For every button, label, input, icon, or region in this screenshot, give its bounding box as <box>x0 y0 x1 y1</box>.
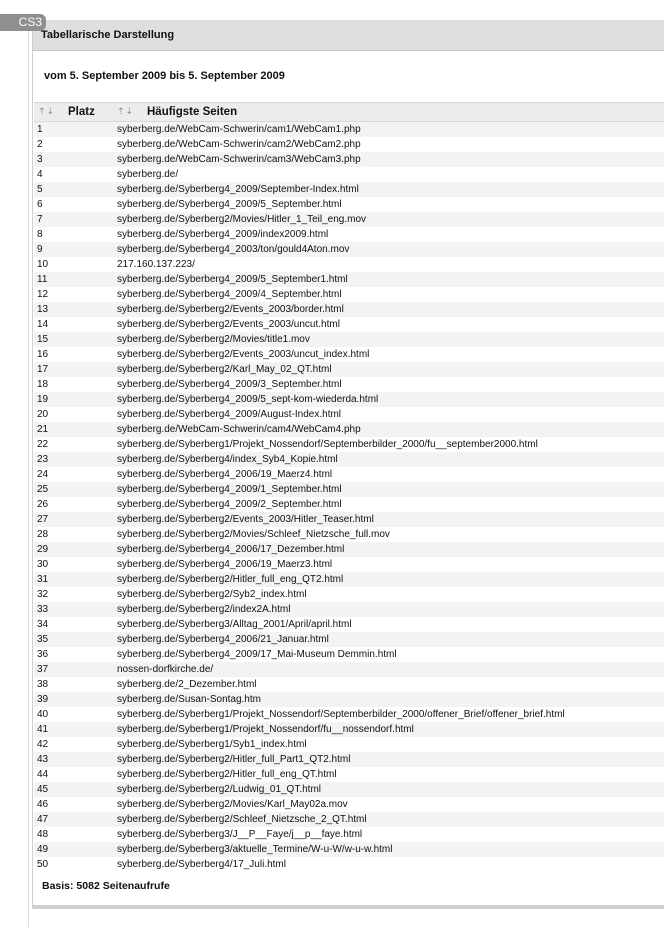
page-url-cell: syberberg.de/Syberberg2/Movies/Schleef_Nietzsche_full.mov <box>117 527 664 542</box>
table-row <box>34 557 664 572</box>
page-url-cell: syberberg.de/Syberberg3/Alltag_2001/April/april.html <box>117 617 664 632</box>
rank-cell: 7 <box>34 212 117 227</box>
rank-cell: 25 <box>34 482 117 497</box>
table-row <box>34 797 664 812</box>
page-url-cell: syberberg.de/Syberberg1/Projekt_Nossendorf/Septemberbilder_2000/fu__september2000.html <box>117 437 664 452</box>
cs3-tab[interactable]: CS3 <box>0 14 46 31</box>
page-url-cell: syberberg.de/Syberberg2/Events_2003/uncut.html <box>117 317 664 332</box>
sort-arrows-icon[interactable]: ⇡⇣ <box>38 106 56 117</box>
table-row <box>34 167 664 182</box>
page-url-cell: syberberg.de/Syberberg4_2009/5_September.html <box>117 197 664 212</box>
page-url-cell: syberberg.de/Syberberg4_2006/17_Dezember.html <box>117 542 664 557</box>
table-row <box>34 527 664 542</box>
page-url-cell: syberberg.de/Syberberg4_2009/3_September.html <box>117 377 664 392</box>
table-row <box>34 272 664 287</box>
rank-cell: 34 <box>34 617 117 632</box>
rank-cell: 47 <box>34 812 117 827</box>
page-url-cell: syberberg.de/Syberberg2/Movies/Hitler_1_Teil_eng.mov <box>117 212 664 227</box>
table-row <box>34 857 664 872</box>
page-url-cell: syberberg.de/WebCam-Schwerin/cam1/WebCam1.php <box>117 122 664 138</box>
column-header-pages-label: Häufigste Seiten <box>147 105 238 118</box>
page-url-cell: syberberg.de/Syberberg1/Projekt_Nossendorf/Septemberbilder_2000/offener_Brief/offener_brief.html <box>117 707 664 722</box>
sort-arrows-icon[interactable]: ⇡⇣ <box>117 106 135 117</box>
page-url-cell: syberberg.de/Syberberg4_2006/19_Maerz3.html <box>117 557 664 572</box>
page-url-cell: syberberg.de/Syberberg2/Hitler_full_eng_QT2.html <box>117 572 664 587</box>
table-row <box>34 437 664 452</box>
rank-cell: 15 <box>34 332 117 347</box>
page-url-cell: syberberg.de/Syberberg2/Movies/Karl_May02a.mov <box>117 797 664 812</box>
statistics-panel <box>32 20 664 908</box>
table-row <box>34 752 664 767</box>
rank-cell: 18 <box>34 377 117 392</box>
rank-cell: 5 <box>34 182 117 197</box>
table-row <box>34 842 664 857</box>
rank-cell: 46 <box>34 797 117 812</box>
table-row <box>34 647 664 662</box>
page-url-cell: syberberg.de/Syberberg4_2006/19_Maerz4.html <box>117 467 664 482</box>
table-row <box>34 332 664 347</box>
panel-title: Tabellarische Darstellung <box>33 20 664 51</box>
page-url-cell: syberberg.de/Syberberg3/aktuelle_Termine/W-u-W/w-u-w.html <box>117 842 664 857</box>
rank-cell: 37 <box>34 662 117 677</box>
table-row <box>34 617 664 632</box>
page-url-cell: syberberg.de/Syberberg2/Schleef_Nietzsche_2_QT.html <box>117 812 664 827</box>
rank-cell: 12 <box>34 287 117 302</box>
table-row <box>34 257 664 272</box>
table-row <box>34 137 664 152</box>
page-url-cell: syberberg.de/Syberberg2/Ludwig_01_QT.html <box>117 782 664 797</box>
page-url-cell: syberberg.de/Syberberg2/Karl_May_02_QT.html <box>117 362 664 377</box>
rank-cell: 32 <box>34 587 117 602</box>
table-row <box>34 227 664 242</box>
table-row <box>34 212 664 227</box>
rank-cell: 44 <box>34 767 117 782</box>
rank-cell: 48 <box>34 827 117 842</box>
rank-cell: 19 <box>34 392 117 407</box>
table-row <box>34 737 664 752</box>
page-url-cell: syberberg.de/Syberberg3/J__P__Faye/j__p__faye.html <box>117 827 664 842</box>
table-row <box>34 632 664 647</box>
page-url-cell: syberberg.de/Syberberg2/Events_2003/Hitler_Teaser.html <box>117 512 664 527</box>
rank-cell: 49 <box>34 842 117 857</box>
page-url-cell: syberberg.de/WebCam-Schwerin/cam4/WebCam4.php <box>117 422 664 437</box>
table-row <box>34 392 664 407</box>
rank-cell: 45 <box>34 782 117 797</box>
table-row <box>34 707 664 722</box>
table-row <box>34 362 664 377</box>
table-header-row <box>34 103 664 122</box>
page-url-cell: syberberg.de/Syberberg4_2009/August-Index.html <box>117 407 664 422</box>
rank-cell: 40 <box>34 707 117 722</box>
page-url-cell: syberberg.de/ <box>117 167 664 182</box>
page-url-cell: syberberg.de/Syberberg4_2009/5_sept-kom-wiederda.html <box>117 392 664 407</box>
top-pages-table <box>34 102 664 872</box>
rank-cell: 4 <box>34 167 117 182</box>
page-url-cell: syberberg.de/Susan-Sontag.htm <box>117 692 664 707</box>
table-row <box>34 407 664 422</box>
table-row <box>34 782 664 797</box>
rank-cell: 28 <box>34 527 117 542</box>
table-row <box>34 722 664 737</box>
page-url-cell: syberberg.de/Syberberg4_2009/2_September.html <box>117 497 664 512</box>
page-url-cell: syberberg.de/WebCam-Schwerin/cam3/WebCam3.php <box>117 152 664 167</box>
bottom-divider <box>32 905 664 909</box>
table-row <box>34 662 664 677</box>
page-url-cell: syberberg.de/Syberberg2/Events_2003/border.html <box>117 302 664 317</box>
rank-cell: 27 <box>34 512 117 527</box>
table-row <box>34 767 664 782</box>
page-url-cell: 217.160.137.223/ <box>117 257 664 272</box>
rank-cell: 30 <box>34 557 117 572</box>
rank-cell: 21 <box>34 422 117 437</box>
rank-cell: 2 <box>34 137 117 152</box>
table-row <box>34 422 664 437</box>
table-row <box>34 317 664 332</box>
rank-cell: 35 <box>34 632 117 647</box>
page-url-cell: syberberg.de/Syberberg1/Syb1_index.html <box>117 737 664 752</box>
table-row <box>34 152 664 167</box>
page-url-cell: syberberg.de/Syberberg2/Hitler_full_Part1_QT2.html <box>117 752 664 767</box>
table-row <box>34 812 664 827</box>
page-url-cell: syberberg.de/Syberberg4/17_Juli.html <box>117 857 664 872</box>
rank-cell: 39 <box>34 692 117 707</box>
table-row <box>34 587 664 602</box>
table-row <box>34 302 664 317</box>
table-row <box>34 347 664 362</box>
page-url-cell: syberberg.de/Syberberg2/Syb2_index.html <box>117 587 664 602</box>
table-row <box>34 377 664 392</box>
page-url-cell: syberberg.de/WebCam-Schwerin/cam2/WebCam2.php <box>117 137 664 152</box>
table-row <box>34 602 664 617</box>
page-url-cell: syberberg.de/Syberberg4_2009/1_September.html <box>117 482 664 497</box>
rank-cell: 23 <box>34 452 117 467</box>
table-row <box>34 467 664 482</box>
rank-cell: 20 <box>34 407 117 422</box>
page-url-cell: nossen-dorfkirche.de/ <box>117 662 664 677</box>
rank-cell: 3 <box>34 152 117 167</box>
rank-cell: 13 <box>34 302 117 317</box>
rank-cell: 24 <box>34 467 117 482</box>
table-row <box>34 542 664 557</box>
table-row <box>34 452 664 467</box>
table-row <box>34 512 664 527</box>
rank-cell: 42 <box>34 737 117 752</box>
rank-cell: 17 <box>34 362 117 377</box>
page-url-cell: syberberg.de/Syberberg2/index2A.html <box>117 602 664 617</box>
column-header-rank-label: Platz <box>68 105 95 118</box>
rank-cell: 36 <box>34 647 117 662</box>
rank-cell: 9 <box>34 242 117 257</box>
page-url-cell: syberberg.de/2_Dezember.html <box>117 677 664 692</box>
table-row <box>34 677 664 692</box>
page-url-cell: syberberg.de/Syberberg2/Events_2003/uncut_index.html <box>117 347 664 362</box>
rank-cell: 29 <box>34 542 117 557</box>
rank-cell: 10 <box>34 257 117 272</box>
table-row <box>34 692 664 707</box>
table-body <box>34 122 664 873</box>
page-url-cell: syberberg.de/Syberberg4_2009/September-Index.html <box>117 182 664 197</box>
table-row <box>34 482 664 497</box>
table-row <box>34 497 664 512</box>
page-url-cell: syberberg.de/Syberberg4_2009/4_September.html <box>117 287 664 302</box>
page-url-cell: syberberg.de/Syberberg4_2009/index2009.html <box>117 227 664 242</box>
rank-cell: 33 <box>34 602 117 617</box>
table-row <box>34 182 664 197</box>
column-header-rank[interactable] <box>34 103 117 122</box>
rank-cell: 1 <box>34 122 117 138</box>
rank-cell: 11 <box>34 272 117 287</box>
page-url-cell: syberberg.de/Syberberg4_2009/17_Mai-Museum Demmin.html <box>117 647 664 662</box>
table-row <box>34 122 664 138</box>
page-url-cell: syberberg.de/Syberberg4/index_Syb4_Kopie.html <box>117 452 664 467</box>
page-url-cell: syberberg.de/Syberberg1/Projekt_Nossendorf/fu__nossendorf.html <box>117 722 664 737</box>
rank-cell: 38 <box>34 677 117 692</box>
rank-cell: 43 <box>34 752 117 767</box>
rank-cell: 6 <box>34 197 117 212</box>
rank-cell: 50 <box>34 857 117 872</box>
rank-cell: 22 <box>34 437 117 452</box>
rank-cell: 8 <box>34 227 117 242</box>
page-url-cell: syberberg.de/Syberberg2/Hitler_full_eng_QT.html <box>117 767 664 782</box>
rank-cell: 16 <box>34 347 117 362</box>
page-url-cell: syberberg.de/Syberberg4_2009/5_September1.html <box>117 272 664 287</box>
table-row <box>34 242 664 257</box>
column-header-pages[interactable] <box>117 103 664 122</box>
basis-summary: Basis: 5082 Seitenaufrufe <box>42 880 170 892</box>
period-label: vom 5. September 2009 bis 5. September 2009 <box>44 70 285 82</box>
rank-cell: 14 <box>34 317 117 332</box>
table-row <box>34 572 664 587</box>
rank-cell: 31 <box>34 572 117 587</box>
page-url-cell: syberberg.de/Syberberg2/Movies/title1.mov <box>117 332 664 347</box>
table-row <box>34 827 664 842</box>
page-url-cell: syberberg.de/Syberberg4_2006/21_Januar.html <box>117 632 664 647</box>
table-row <box>34 197 664 212</box>
left-divider <box>28 14 29 927</box>
rank-cell: 26 <box>34 497 117 512</box>
rank-cell: 41 <box>34 722 117 737</box>
page-url-cell: syberberg.de/Syberberg4_2003/ton/gould4Aton.mov <box>117 242 664 257</box>
table-row <box>34 287 664 302</box>
